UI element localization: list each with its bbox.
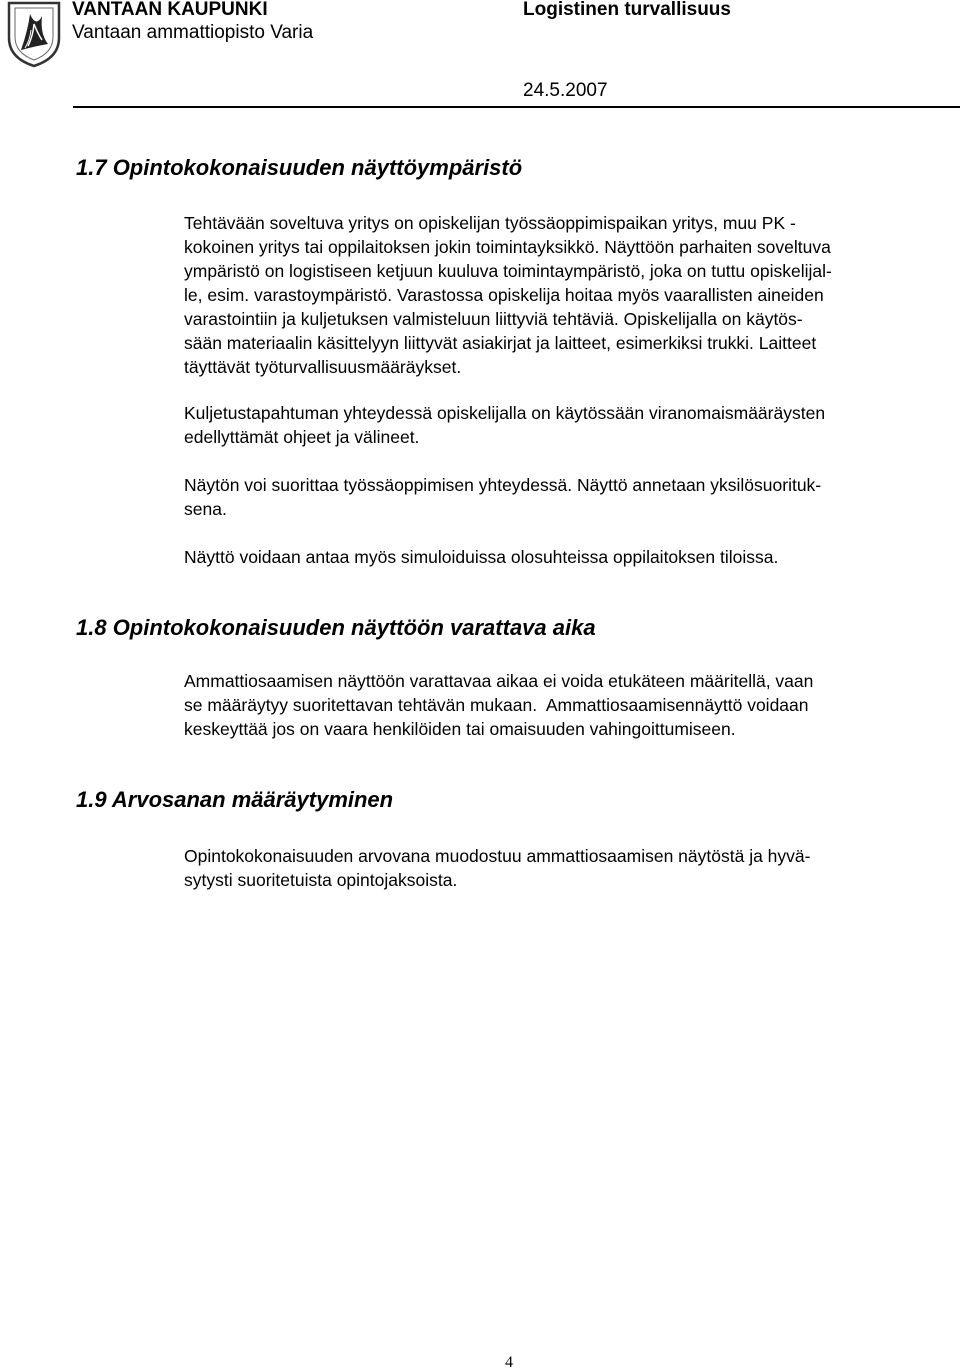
text-line: edellyttämät ohjeet ja välineet. [184,427,420,447]
section-1-7-paragraph-4 [184,545,778,569]
text-line: täyttävät työturvallisuusmääräykset. [184,357,462,377]
section-heading-1-9: 1.9 Arvosanan määräytyminen [76,787,394,812]
header-divider [73,106,960,108]
text-line: sään materiaalin käsittelyyn liittyvät asiakirjat ja laitteet, esimerkiksi trukki. Laitteet [184,333,817,353]
section-1-8-paragraph-1 [184,669,813,741]
text-line: le, esim. varastoympäristö. Varastossa opiskelija hoitaa myös vaarallisten aineiden [184,285,824,305]
text-line: ympäristö on logistiseen ketjuun kuuluva toimintaympäristö, joka on tuttu opiskelijal- [184,261,832,281]
text-line: kokoinen yritys tai oppilaitoksen jokin toimintayksikkö. Näyttöön parhaiten soveltuva [184,237,831,257]
text-line: Ammattiosaamisen näyttöön varattavaa aikaa ei voida etukäteen määritellä, vaan [184,671,814,691]
text-line: Opintokokonaisuuden arvovana muodostuu ammattiosaamisen näytöstä ja hyvä- [184,846,811,866]
text-line: varastointiin ja kuljetuksen valmisteluun liittyviä tehtäviä. Opiskelijalla on käytös- [184,309,803,329]
section-heading-1-7: 1.7 Opintokokonaisuuden näyttöympäristö [76,155,523,180]
section-heading-1-8: 1.8 Opintokokonaisuuden näyttöön varattava aika [76,615,596,640]
organization-unit: Vantaan ammattiopisto Varia [72,22,314,43]
document-date: 24.5.2007 [523,80,608,101]
text-line: Näyttö voidaan antaa myös simuloiduissa olosuhteissa oppilaitoksen tiloissa. [184,547,779,567]
text-line: Kuljetustapahtuman yhteydessä opiskelijalla on käytössään viranomaismääräysten [184,403,826,423]
section-1-7-paragraph-3 [184,473,821,521]
section-1-7-paragraph-2 [184,401,825,449]
section-1-7-paragraph-1 [184,211,832,379]
text-line: Tehtävään soveltuva yritys on opiskelijan työssäoppimispaikan yritys, muu PK - [184,213,796,233]
organization-name: VANTAAN KAUPUNKI [72,0,268,20]
document-title: Logistinen turvallisuus [523,0,731,20]
text-line: Näytön voi suorittaa työssäoppimisen yhteydessä. Näyttö annetaan yksilösuorituk- [184,475,822,495]
section-1-9-paragraph-1 [184,844,810,892]
text-line: sena. [184,499,227,519]
vantaa-crest-icon [6,0,62,68]
page-number: 4 [505,1354,513,1371]
text-line: keskeyttää jos on vaara henkilöiden tai omaisuuden vahingoittumiseen. [184,719,736,739]
text-line: sytysti suoritetuista opintojaksoista. [184,870,458,890]
text-line: se määräytyy suoritettavan tehtävän mukaan. Ammattiosaamisennäyttö voidaan [184,695,809,715]
